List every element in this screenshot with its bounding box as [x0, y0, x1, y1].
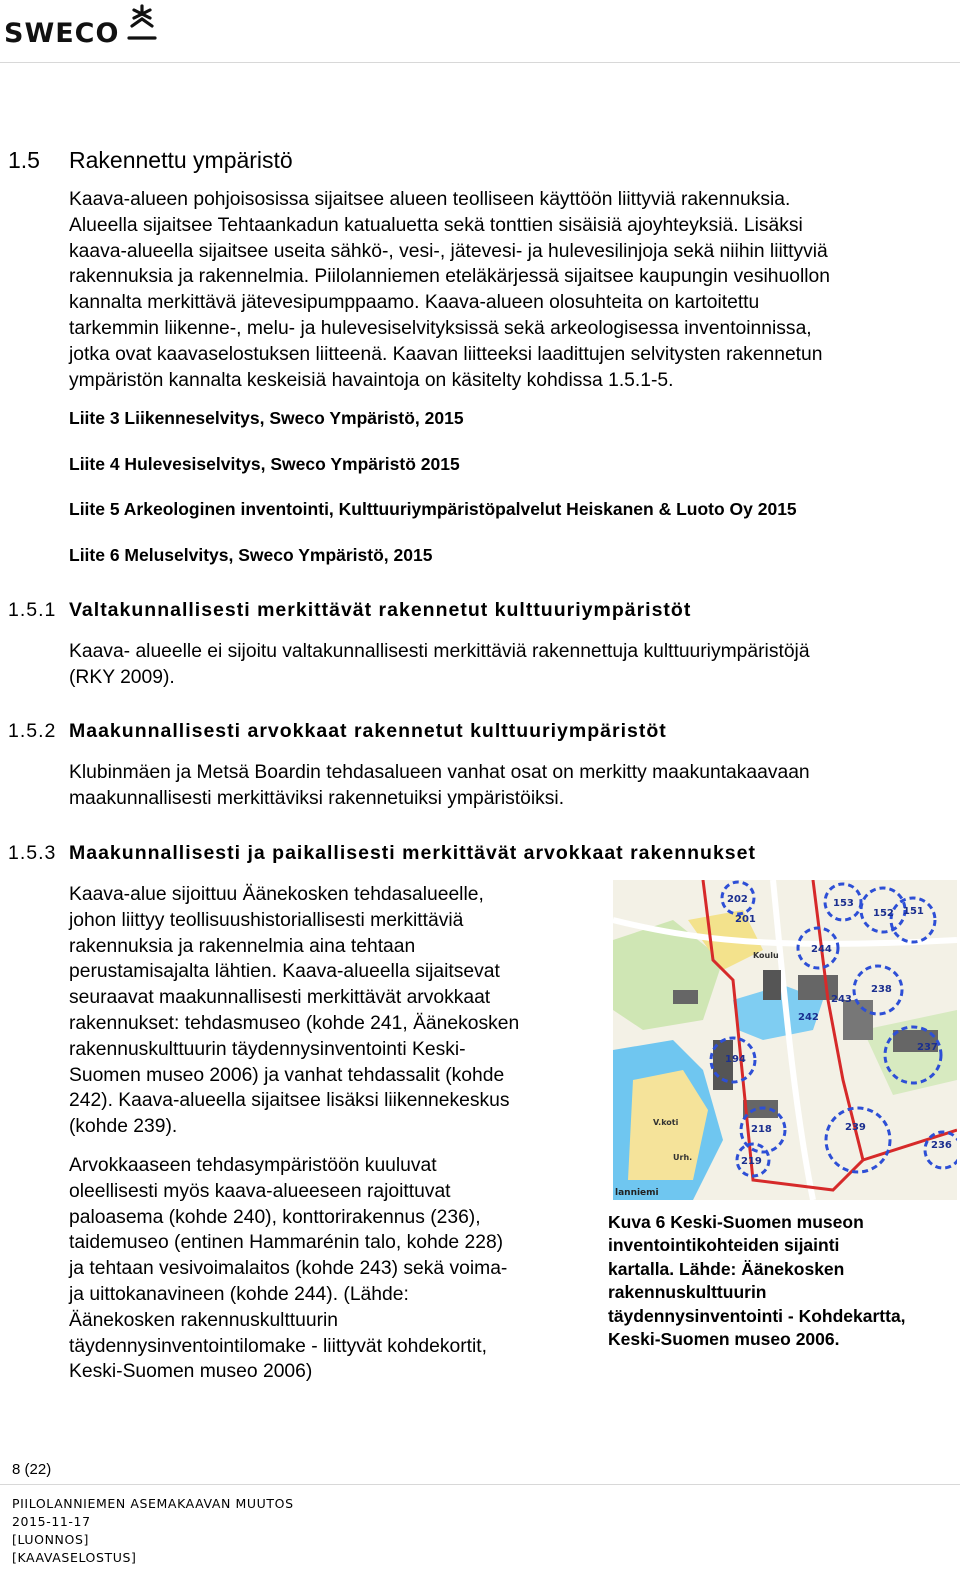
text-line: maakunnallisesti merkittäviksi rakennetuiksi ympäristöiksi.	[69, 787, 565, 809]
page-number: 8 (22)	[12, 1461, 52, 1478]
appendix-5: Liite 5 Arkeologinen inventointi, Kulttuuriympäristöpalvelut Heiskanen & Luoto Oy 2015	[69, 499, 797, 519]
map-label: 242	[798, 1012, 819, 1023]
text-line: Arvokkaaseen tehdasympäristöön kuuluvat	[69, 1155, 437, 1176]
text-line: Keski-Suomen museo 2006)	[69, 1361, 313, 1383]
intro-paragraph	[69, 187, 957, 393]
footer-doc-type: [KAAVASELOSTUS]	[12, 1550, 137, 1565]
text-line: Äänekosken rakennuskulttuurin	[69, 1309, 339, 1331]
header-divider	[0, 62, 960, 63]
inventory-map	[613, 880, 957, 1200]
text-line: rakennuskulttuurin täydennysinventointi Keski-	[69, 1038, 466, 1060]
map-label: lanniemi	[615, 1188, 659, 1198]
text-line: rakennuksia ja rakennelmia aina tehtaan	[69, 935, 416, 957]
map-label: 201	[735, 914, 756, 925]
map-label: 153	[833, 898, 854, 909]
sub1-title: Valtakunnallisesti merkittävät rakennetut kulttuuriympäristöt	[69, 599, 692, 621]
text-line: taidemuseo (entinen Hammarénin talo, kohde 228)	[69, 1232, 504, 1254]
caption-line: kartalla. Lähde: Äänekosken	[608, 1258, 845, 1279]
map-label: Urh.	[673, 1153, 693, 1162]
text-line: (kohde 239).	[69, 1116, 178, 1138]
footer-doc-title: PIILOLANNIEMEN ASEMAKAAVAN MUUTOS	[12, 1496, 294, 1511]
footer-date: 2015-11-17	[12, 1514, 91, 1529]
caption-line: inventointikohteiden sijainti	[608, 1235, 840, 1256]
map-label: V.koti	[653, 1118, 679, 1127]
text-line: Kaava- alueelle ei sijoitu valtakunnallisesti merkittäviä rakennettuja kulttuuriympäristöjä	[69, 641, 810, 662]
map-label: 239	[845, 1122, 866, 1133]
caption-line: rakennuskulttuurin	[608, 1282, 767, 1303]
appendix-4: Liite 4 Hulevesiselvitys, Sweco Ympäristö 2015	[69, 454, 460, 474]
map-caption	[608, 1211, 958, 1351]
text-line: rakennukset: tehdasmuseo (kohde 241, Äänekosken	[69, 1012, 520, 1034]
sub3-title: Maakunnallisesti ja paikallisesti merkittävät arvokkaat rakennukset	[69, 842, 756, 864]
text-line: Kaava-alue sijoittuu Äänekosken tehdasalueelle,	[69, 884, 484, 905]
text-line: 242). Kaava-alueella sijaitsee lisäksi liikennekeskus	[69, 1090, 510, 1112]
text-line: tarkemmin liikenne-, melu- ja hulevesiselvityksissä sekä arkeologisessa inventoinnissa,	[69, 317, 812, 339]
text-line: perustamisajalta lähtien. Kaava-alueella sijaitsevat	[69, 961, 500, 983]
footer-status: [LUONNOS]	[12, 1532, 89, 1547]
footer-divider	[0, 1484, 960, 1485]
sub3-paragraph-2	[69, 1153, 599, 1385]
appendix-3: Liite 3 Liikenneselvitys, Sweco Ympäristö, 2015	[69, 408, 464, 428]
sub3-paragraph-1	[69, 882, 599, 1140]
text-line: ja uittokanavineen (kohde 244). (Lähde:	[69, 1283, 409, 1305]
text-line: ympäristön kannalta keskeisiä havaintoja on käsitelty kohdissa 1.5.1-5.	[69, 369, 674, 391]
text-line: seuraavat maakunnallisesti merkittävät arvokkaat	[69, 987, 491, 1009]
map-label: 236	[931, 1140, 952, 1151]
map-label: 151	[903, 906, 924, 917]
map-label: 237	[917, 1042, 938, 1053]
text-line: johon liittyy teollisuushistoriallisesti merkittäviä	[69, 909, 464, 931]
appendix-6: Liite 6 Meluselvitys, Sweco Ympäristö, 2015	[69, 545, 433, 565]
section-number: 1.5	[8, 147, 40, 173]
text-line: jotka ovat kaavaselostuksen liitteenä. Kaavan liitteeksi laadittujen selvitysten rakennetun	[69, 343, 823, 365]
caption-line: täydennysinventointi - Kohdekartta,	[608, 1305, 906, 1326]
text-line: rakennuksia ja rakennelmia. Piilolanniemen eteläkärjessä sijaitsee kaupungin vesihuollon	[69, 266, 830, 288]
map-graphic	[613, 880, 957, 1200]
text-line: kannalta merkittävä jätevesipumppaamo. Kaava-alueen olosuhteita on kartoitettu	[69, 292, 760, 314]
sub2-title: Maakunnallisesti arvokkaat rakennetut kulttuuriympäristöt	[69, 720, 667, 742]
text-line: (RKY 2009).	[69, 666, 175, 688]
map-label: 244	[811, 944, 832, 955]
map-label: 219	[741, 1156, 762, 1167]
text-line: Klubinmäen ja Metsä Boardin tehdasalueen vanhat osat on merkitty maakuntakaavaan	[69, 762, 810, 783]
sub2-number: 1.5.2	[8, 720, 57, 742]
logo-text: SWECO	[4, 18, 120, 49]
sweco-logo	[4, 4, 159, 47]
sub2-paragraph	[69, 760, 957, 812]
caption-line: Keski-Suomen museo 2006.	[608, 1329, 840, 1350]
text-line: Suomen museo 2006) ja vanhat tehdassalit (kohde	[69, 1064, 505, 1086]
text-line: paloasema (kohde 240), konttorirakennus (236),	[69, 1206, 481, 1228]
map-label: 238	[871, 984, 892, 995]
map-label: 202	[727, 894, 748, 905]
text-line: Kaava-alueen pohjoisosissa sijaitsee alueen teolliseen käyttöön liittyviä rakennuksia.	[69, 189, 791, 210]
text-line: oleellisesti myös kaava-alueeseen rajoittuvat	[69, 1180, 451, 1202]
text-line: Alueella sijaitsee Tehtaankadun katualuetta sekä tonttien sisäisiä ajoyhteyksiä. Lisäksi	[69, 214, 803, 236]
text-line: kaava-alueella sijaitsee useita sähkö-, vesi-, jätevesi- ja hulevesilinjoja sekä niihin liittyviä	[69, 240, 828, 262]
map-label: 194	[725, 1054, 746, 1065]
sub1-number: 1.5.1	[8, 599, 57, 621]
map-label: 243	[831, 994, 852, 1005]
map-label: Koulu	[753, 951, 779, 960]
sub1-paragraph	[69, 639, 957, 691]
sub3-number: 1.5.3	[8, 842, 57, 864]
text-line: ja tehtaan vesivoimalaitos (kohde 243) sekä voima-	[69, 1258, 508, 1280]
map-label: 218	[751, 1124, 772, 1135]
text-line: täydennysinventointilomake - liittyvät kohdekortit,	[69, 1335, 487, 1357]
sweco-logo-icon	[125, 4, 159, 47]
section-title: Rakennettu ympäristö	[69, 147, 293, 173]
map-label: 152	[873, 908, 894, 919]
caption-line: Kuva 6 Keski-Suomen museon	[608, 1212, 864, 1232]
